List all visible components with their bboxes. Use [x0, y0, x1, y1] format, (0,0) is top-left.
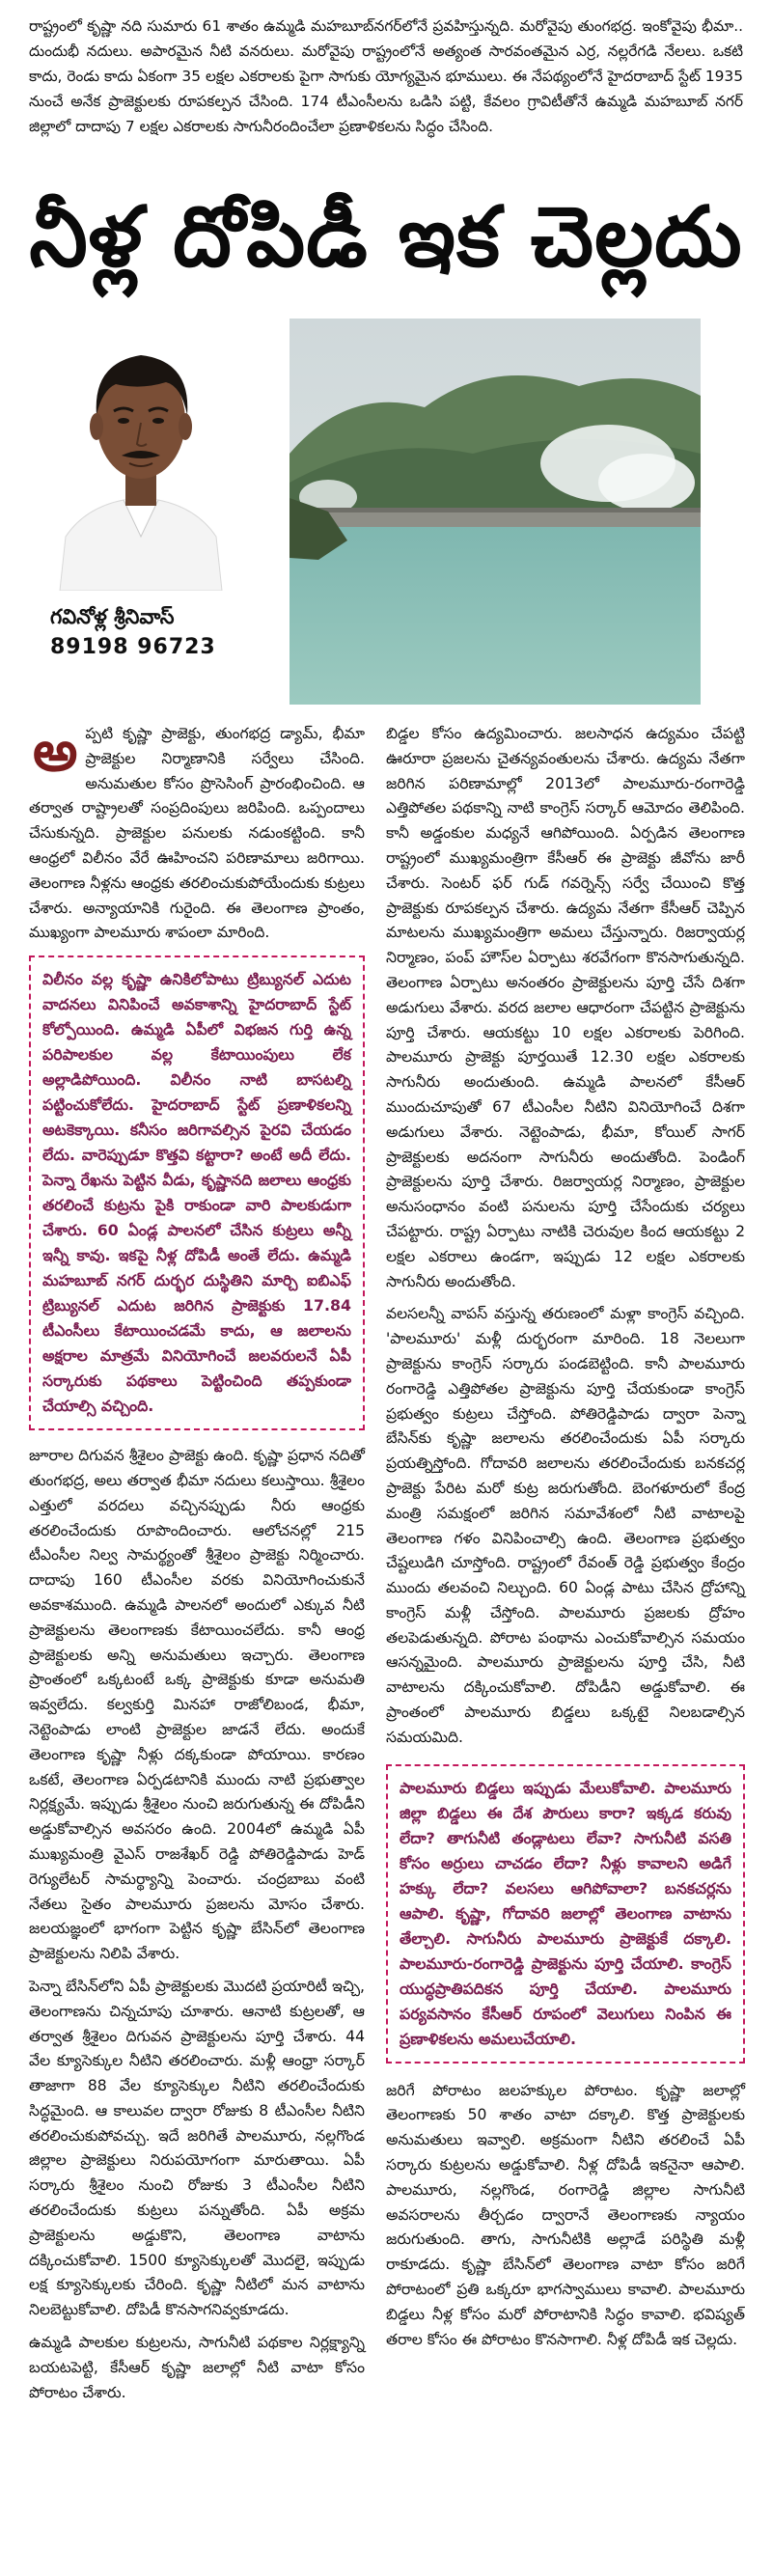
drop-cap: అ — [33, 718, 78, 784]
article-paragraph: అప్పటి కృష్ణా ప్రాజెక్టు, తుంగభద్ర డ్యామ్, భీమా ప్రాజెక్టుల నిర్మాణానికి సర్వేలు చేసింది. అనుమతుల కోసం ప్రొసెసింగ్ ప్రారంభించింది. ఆ తర్వాత రాష్ట్రాలతో సంప్రదింపులు జరిపింది. ఒప్పందాలు చేసుకున్నది. ప్రాజెక్టుల పనులకు నడుంకట్టింది. కానీ ఆంధ్రలో విలీనం వేరే ఊహించని పరిణామాలు జరిగాయి. తెలంగాణ నీళ్లను ఆంధ్రకు తరలించుకుపోయేందుకు కుట్రలు చేశారు. అన్యాయానికి గురైంది. ఈ తెలంగాణ ప్రాంతం, ముఖ్యంగా పాలమూరు శాపంలా మారింది. — [29, 718, 365, 942]
article-paragraph: బిడ్డల కోసం ఉద్యమించారు. జలసాధన ఉద్యమం చేపట్టి ఊరూరా ప్రజలను చైతన్యవంతులను చేశారు. ఉద్యమ నేతగా జరిగిన పరిణామాల్లో 2013లో పాలమూరు-రంగారెడ్డి ఎత్తిపోతల పథకాన్ని నాటి కాంగ్రెస్ సర్కార్ ఆమోదం తెలిపింది. కానీ అడ్డంకుల మధ్యనే ఆగిపోయింది. ఏర్పడిన తెలంగాణ రాష్ట్రంలో ముఖ్యమంత్రిగా కేసీఆర్ ఈ ప్రాజెక్టు జీవోను జారీ చేశారు. సెంటర్ ఫర్ గుడ్ గవర్నెన్స్ సర్వే చేయించి కొత్త ప్రాజెక్టుకు రూపకల్పన చేశారు. ఉద్యమ నేతగా కేసీఆర్ చెప్పిన మాటలను ముఖ్యమంత్రిగా అమలు చేస్తున్నారు. రిజర్వాయర్ల నిర్మాణం, పంప్ హౌస్‌ల ఏర్పాటు శరవేగంగా కొనసాగుతున్నది. తెలంగాణ ఏర్పాటు అనంతరం ప్రాజెక్టులను పూర్తి చేసే దిశగా అడుగులు వేశారు. వరద జలాల ఆధారంగా చేపట్టిన ప్రాజెక్టును పూర్తి చేశారు. ఆయకట్టు 10 లక్షల ఎకరాలకు పెరిగింది. పాలమూరు ప్రాజెక్టు పూర్తయితే 12.30 లక్షల ఎకరాలకు సాగునీరు అందుతుంది. ఉమ్మడి పాలనలో కేసీఆర్ ముందుచూపుతో 67 టీఎంసీల నీటిని వినియోగించే దిశగా అడుగులు వేశారు. నెట్టెంపాడు, భీమా, కోయిల్ సాగర్ ప్రాజెక్టులకు అదనంగా సాగునీరు అందుతోంది. పెండింగ్ ప్రాజెక్టులను పూర్తి చేశారు. రిజర్వాయర్ల నిర్మాణం, ప్రాజెక్టుల అనుసంధానం వంటి పనులను పూర్తి చేసేందుకు చర్యలు చేపట్టారు. రాష్ట్ర ఏర్పాటు నాటికి చెరువుల కింద ఆయకట్టు 2 లక్షల ఎకరాలు ఉండగా, ఇప్పుడు 12 లక్షల ఎకరాలకు సాగునీరు అందుతోంది. — [386, 725, 745, 1290]
article-paragraph: ఉమ్మడి పాలకుల కుట్రలను, సాగునీటి పథకాల నిర్లక్ష్యాన్ని బయటపెట్టి, కేసీఆర్ కృష్ణా జలాల్లో నీటి వాటా కోసం పోరాటం చేశారు. — [29, 2334, 365, 2401]
intro-paragraph: రాష్ట్రంలో కృష్ణా నది సుమారు 61 శాతం ఉమ్మడి మహబూబ్‌నగర్‌లోనే ప్రవహిస్తున్నది. మరోవైపు తుంగభద్ర. ఇంకోవైపు భీమా.. దుందుభీ నదులు. అపారమైన నీటి వనరులు. మరోవైపు రాష్ట్రంలోనే అత్యంత సారవంతమైన ఎర్ర, నల్లరేగడి నేలలు. ఒకటి కాదు, రెండు కాదు ఏకంగా 35 లక్షల ఎకరాలకు పైగా సాగుకు యోగ్యమైన భూములు. ఈ నేపథ్యంలోనే హైదరాబాద్ స్టేట్ 1935 నుంచే అనేక ప్రాజెక్టులకు రూపకల్పన చేసింది. 174 టీఎంసీలను ఒడిసి పట్టి, కేవలం గ్రావిటీతోనే ఉమ్మడి మహబూబ్ నగర్ జిల్లాలో దాదాపు 7 లక్షల ఎకరాలకు సాగునీరందించేలా ప్రణాళికలను సిద్ధం చేసింది. — [29, 17, 743, 135]
article-column-right — [386, 722, 745, 2360]
author-phone: 89198 96723 — [50, 635, 216, 659]
article-paragraph: జరిగే పోరాటం జలహక్కుల పోరాటం. కృష్ణా జలాల్లో తెలంగాణకు 50 శాతం వాటా దక్కాలి. కొత్త ప్రాజెక్టులకు అనుమతులు ఇవ్వాలి. అక్రమంగా నీటిని తరలించే ఏపీ సర్కారు కుట్రలను అడ్డుకోవాలి. నీళ్ల దోపిడీ ఇకనైనా ఆపాలి. పాలమూరు, నల్లగొండ, రంగారెడ్డి జిల్లాల సాగునీటి అవసరాలను తీర్చడం ద్వారానే తెలంగాణకు న్యాయం జరుగుతుంది. తాగు, సాగునీటికి అల్లాడే పరిస్థితి మళ్లీ రాకూడదు. కృష్ణా బేసిన్‌లో తెలంగాణ వాటా కోసం జరిగే పోరాటంలో ప్రతి ఒక్కరూ భాగస్వాములు కావాలి. పాలమూరు బిడ్డలు నీళ్ల కోసం మరో పోరాటానికి సిద్ధం కావాలి. భవిష్యత్ తరాల కోసం ఈ పోరాటం కొనసాగాలి. నీళ్ల దోపిడీ ఇక చెల్లదు. — [386, 2081, 745, 2348]
article-paragraph: వలసలన్నీ వాపస్ వస్తున్న తరుణంలో మళ్లా కాంగ్రెస్ వచ్చింది. 'పాలమూరు' మళ్లీ దుర్భరంగా మారింది. 18 నెలలుగా ప్రాజెక్టును కాంగ్రెస్ సర్కారు పండబెట్టింది. కానీ పాలమూరు రంగారెడ్డి ఎత్తిపోతల ప్రాజెక్టును పూర్తి చేయకుండా కాంగ్రెస్ ప్రభుత్వం కుట్రలు చేస్తోంది. పోతిరెడ్డిపాడు ద్వారా పెన్నా బేసిన్‌కు కృష్ణా జలాలను తరలించేందుకు ఏపీ సర్కారు ప్రయత్నిస్తోంది. గోదావరి జలాలను తరలించేందుకు బనకచర్ల ప్రాజెక్టు పేరిట మరో కుట్ర జరుగుతోంది. బెంగళూరులో కేంద్ర మంత్రి సమక్షంలో జరిగిన సమావేశంలో నీటి వాటాలపై తెలంగాణ గళం వినిపించాల్సి ఉంది. తెలంగాణ ప్రభుత్వం చేష్టలుడిగి చూస్తోంది. రాష్ట్రంలో రేవంత్ రెడ్డి ప్రభుత్వం కేంద్రం ముందు తలవంచి నిల్చుంది. 60 ఏండ్ల పాటు చేసిన ద్రోహాన్ని కాంగ్రెస్ మళ్లీ చేస్తోంది. పాలమూరు ప్రజలకు ద్రోహం తలపెడుతున్నది. పోరాట పంథాను ఎంచుకోవాల్సిన సమయం ఆసన్నమైంది. పాలమూరు ప్రాజెక్టులను పూర్తి చేసి, నీటి వాటాలను దక్కించుకోవాలి. దోపిడీని అడ్డుకోవాలి. ఈ ప్రాంతంలో పాలమూరు బిడ్డలు ఒక్కటై నిలబడాల్సిన సమయమిది. — [386, 1305, 745, 1746]
author-portrait — [46, 309, 235, 591]
highlight-quote-box: పాలమూరు బిడ్డలు ఇప్పుడు మేలుకోవాలి. పాలమూరు జిల్లా బిడ్డలు ఈ దేశ పౌరులు కారా? ఇక్కడ కరువు లేదా? తాగునీటి తండ్లాటలు లేవా? సాగునీటి వసతి కోసం అర్రులు చాచడం లేదా? నీళ్లు కావాలని అడిగే హక్కు లేదా? వలసలు ఆగిపోవాలా? బనకచర్లను ఆపాలి. కృష్ణా, గోదావరి జలాల్లో తెలంగాణ వాటాను తేల్చాలి. సాగునీరు పాలమూరు ప్రాజెక్టుకే దక్కాలి. పాలమూరు-రంగారెడ్డి ప్రాజెక్టును పూర్తి చేయాలి. కాంగ్రెస్ యుద్ధప్రాతిపదికన పూర్తి చేయాలి. పాలమూరు పర్యవసానం కేసీఆర్ రూపంలో వెలుగులు నింపిన ఈ ప్రణాళికలను అమలుచేయాలి. — [386, 1764, 745, 2064]
article-paragraph: పెన్నా బేసిన్‌లోని ఏపీ ప్రాజెక్టులకు మొదటి ప్రయారిటీ ఇచ్చి, తెలంగాణను చిన్నచూపు చూశారు. ఆనాటి కుట్రలతో, ఆ తర్వాత శ్రీశైలం దిగువన ప్రాజెక్టులను పూర్తి చేశారు. 44 వేల క్యూసెక్కుల నీటిని తరలించారు. మళ్లీ ఆంధ్రా సర్కార్ తాజాగా 88 వేల క్యూసెక్కుల నీటిని తరలించేందుకు సిద్ధమైంది. ఆ కాలువల ద్వారా రోజుకు 8 టీఎంసీల నీటిని తరలించుకుపోవచ్చు. ఇదే జరిగితే పాలమూరు, నల్లగొండ జిల్లాల ప్రాజెక్టులు నిరుపయోగంగా మారుతాయి. ఏపీ సర్కారు శ్రీశైలం నుంచి రోజుకు 3 టీఎంసీల నీటిని తరలించేందుకు కుట్రలు పన్నుతోంది. ఏపీ అక్రమ ప్రాజెక్టులను అడ్డుకొని, తెలంగాణ వాటాను దక్కించుకోవాలి. 1500 క్యూసెక్కులతో మొదలై, ఇప్పుడు లక్ష క్యూసెక్కులకు చేరింది. కృష్ణా నీటిలో మన వాటాను నిలబెట్టుకోవాలి. దోపిడీ కొనసాగనివ్వకూడదు. — [29, 1977, 365, 2319]
highlight-quote-box: విలీనం వల్ల కృష్ణా ఉనికిలోపాటు ట్రిబ్యునల్ ఎదుట వాదనలు వినిపించే అవకాశాన్ని హైదరాబాద్ స్టేట్ కోల్పోయింది. ఉమ్మడి ఏపీలో విభజన గుర్తి ఉన్న పరిపాలకుల వల్ల కేటాయింపులు లేక అల్లాడిపోయింది. విలీనం నాటి బాసటల్ని పట్టించుకోలేదు. హైదరాబాద్ స్టేట్ ప్రణాళికలన్ని అటకెక్కాయి. కనీసం జరిగావల్సిన పైరవి చేయడం లేదు. వారెప్పుడూ కొత్తవి కట్టారా? అంటే అదీ లేదు. పెన్నా రేఖను పెట్టిన వీడు, కృష్ణానది జలాలు ఆంధ్రకు తరలించే కుట్రను పైకి రాకుండా వారి పాలకుడుగా చేశారు. 60 ఏండ్ల పాలనలో చేసిన కుట్రలు అన్నీ ఇన్నీ కావు. ఇకపై నీళ్ల దోపిడీ అంతే లేదు. ఉమ్మడి మహబూబ్ నగర్ దుర్భర దుస్థితిని మార్చి ఐబిఎఫ్ ట్రిబ్యునల్ ఎదుట జరిగిన ప్రాజెక్టుకు 17.84 టీఎంసీలు కేటాయించడమే కాదు, ఆ జలాలను అక్షరాల మాత్రమే వినియోగించే జలవరులనే ఏపీ సర్కారుకు పథకాలు పెట్టించింది తప్పకుండా చేయాల్సి వచ్చింది. — [29, 956, 365, 1430]
author-name: గవినోళ్ల శ్రీనివాస్ — [50, 605, 175, 628]
dam-water-release-photo — [290, 319, 701, 705]
article-paragraph: జూరాల దిగువన శ్రీశైలం ప్రాజెక్టు ఉంది. కృష్ణా ప్రధాన నదితో తుంగభద్ర, అలు తర్వాత భీమా నదులు కలుస్తాయి. శ్రీశైలం ఎత్తులో వరదలు వచ్చినప్పుడు నీరు ఆంధ్రకు తరలించేందుకు రూపొందించారు. ఆలోచనల్లో 215 టీఎంసీల నిల్వ సామర్థ్యంతో శ్రీశైలం ప్రాజెక్టు నిర్మించారు. దాదాపు 160 టీఎంసీల వరకు వినియోగించుకునే అవకాశముంది. ఉమ్మడి పాలనలో అందులో ఎక్కువ నీటి ప్రాజెక్టులను తెలంగాణకు కేటాయించలేదు. కానీ ఆంధ్ర ప్రాజెక్టులకు అన్ని అనుమతులు ఇచ్చారు. తెలంగాణ ప్రాంతంలో ఒక్కటంటే ఒక్క ప్రాజెక్టుకు కూడా అనుమతి ఇవ్వలేదు. కల్వకుర్తి మినహా రాజోలిబండ, భీమా, నెట్టెంపాడు లాంటి ప్రాజెక్టుల జాడనే లేదు. అందుకే తెలంగాణ కృష్ణా నీళ్లు దక్కకుండా పోయాయి. కారణం ఒకటే, తెలంగాణ ఏర్పడటానికి ముందు నాటి ప్రభుత్వాల నిర్లక్ష్యమే. ఇప్పుడు శ్రీశైలం నుంచి జరుగుతున్న ఈ దోపిడీని అడ్డుకోవాల్సిన అవసరం ఉంది. 2004లో ఉమ్మడి ఏపీ ముఖ్యమంత్రి వైఎస్ రాజశేఖర్ రెడ్డి పోతిరెడ్డిపాడు హెడ్ రెగ్యులేటర్ సామర్థ్యాన్ని పెంచారు. చంద్రబాబు వంటి నేతలు సైతం పాలమూరు ప్రజలను మోసం చేశారు. జలయజ్ఞంలో భాగంగా పెట్టిన కృష్ణా బేసిన్‌లో తెలంగాణ ప్రాజెక్టులను నిలిపి వేశారు. — [29, 1447, 365, 1963]
author-byline — [50, 602, 272, 664]
article-column-left — [29, 718, 365, 2413]
headline: నీళ్ల దోపిడీ ఇక చెల్లదు — [29, 188, 743, 286]
